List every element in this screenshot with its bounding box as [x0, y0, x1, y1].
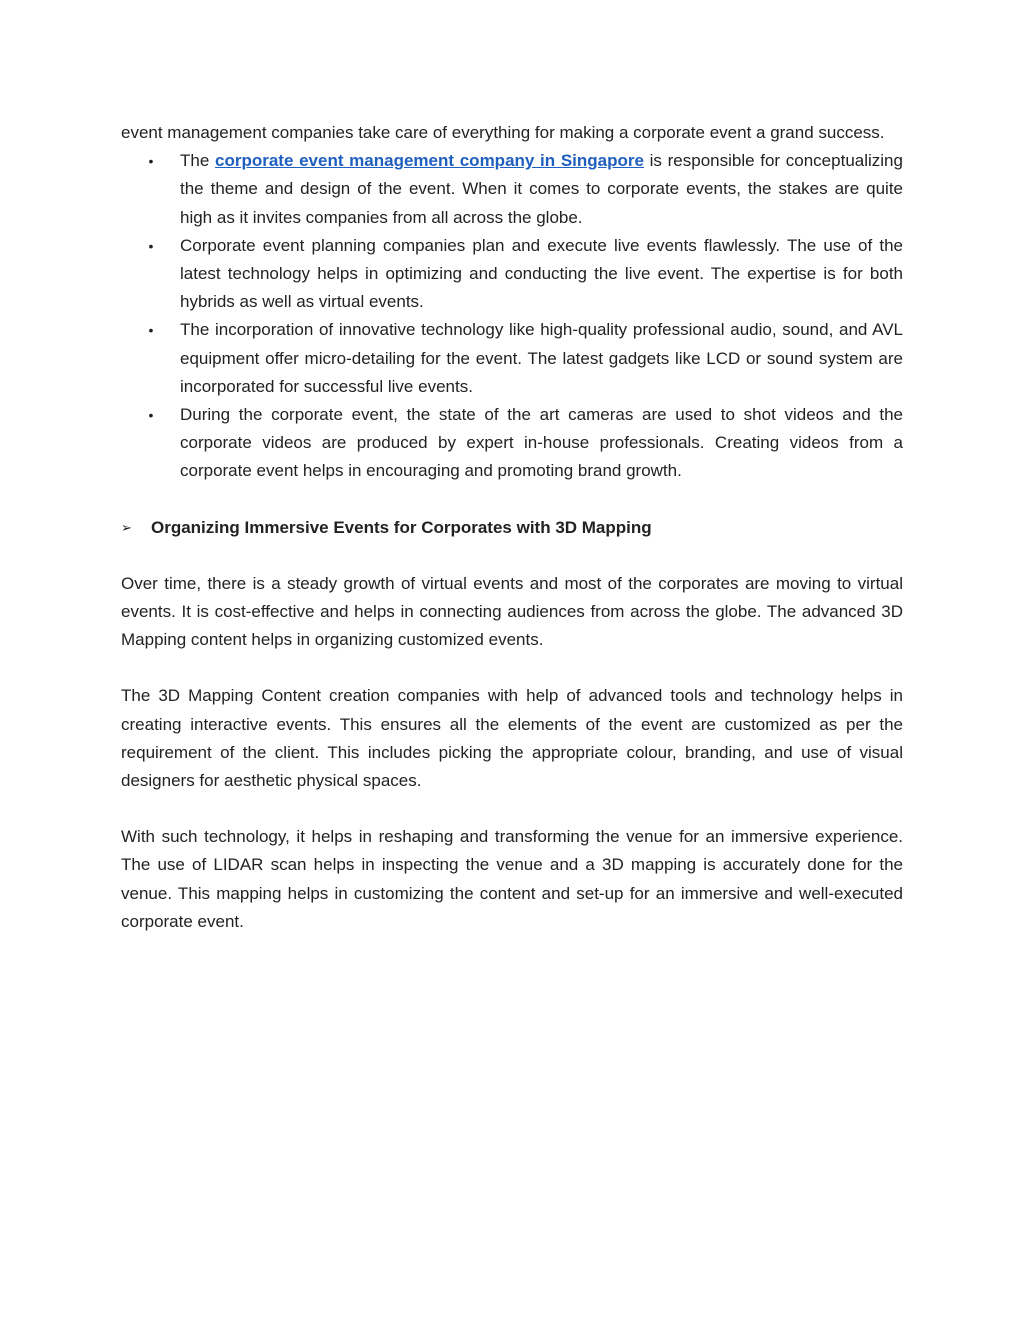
list-item-suffix: is responsible for conceptualizing the theme and design of the event. When it comes to corporate events, the stakes are quite high as it invites companies from all across the globe. [180, 151, 903, 227]
list-item [148, 316, 903, 401]
list-item [148, 401, 903, 486]
bullet-dot-icon: • [148, 237, 154, 254]
bullet-dot-icon: • [148, 407, 154, 424]
body-paragraph: The 3D Mapping Content creation companies with help of advanced tools and technology helps in creating interactive events. This ensures all the elements of the event are customized as per the requirement of the client. This includes picking the appropriate colour, branding, and use of visual designers for aesthetic physical spaces. [121, 686, 903, 791]
body-paragraph: Over time, there is a steady growth of virtual events and most of the corporates are moving to virtual events. It is cost-effective and helps in connecting audiences from across the globe. The advanced 3D Mapping content helps in organizing customized events. [121, 573, 903, 650]
bullet-dot-icon: • [148, 153, 154, 170]
section-heading-text: Organizing Immersive Events for Corporates with 3D Mapping [151, 517, 652, 537]
list-item-prefix: The [180, 151, 215, 171]
intro-paragraph: event management companies take care of everything for making a corporate event a grand success. [121, 123, 885, 142]
list-item [148, 147, 903, 232]
list-item-text: During the corporate event, the state of the art cameras are used to shot videos and the corporate videos are produced by expert in-house professionals. Creating videos from a corporate event helps in encouraging and promoting brand growth. [180, 405, 903, 481]
arrow-bullet-icon: ➢ [121, 519, 132, 535]
document-page [121, 119, 903, 936]
singapore-company-link[interactable]: corporate event management company in Singapore [214, 151, 644, 171]
bullet-list [121, 147, 903, 485]
list-item-text: Corporate event planning companies plan and execute live events flawlessly. The use of the latest technology helps in optimizing and conducting the live event. The expertise is for both hybrids as well as virtual events. [180, 235, 903, 312]
list-item-text: The incorporation of innovative technology like high-quality professional audio, sound, and AVL equipment offer micro-detailing for the event. The latest gadgets like LCD or sound system are incorporated for successful live events. [180, 320, 903, 396]
body-paragraph: With such technology, it helps in reshaping and transforming the venue for an immersive experience. The use of LIDAR scan helps in inspecting the venue and a 3D mapping is accurately done for the venue. This mapping helps in customizing the content and set-up for an immersive and well-executed corporate event. [121, 827, 903, 931]
section-heading [121, 514, 903, 542]
list-item [148, 232, 903, 317]
bullet-dot-icon: • [148, 322, 154, 339]
